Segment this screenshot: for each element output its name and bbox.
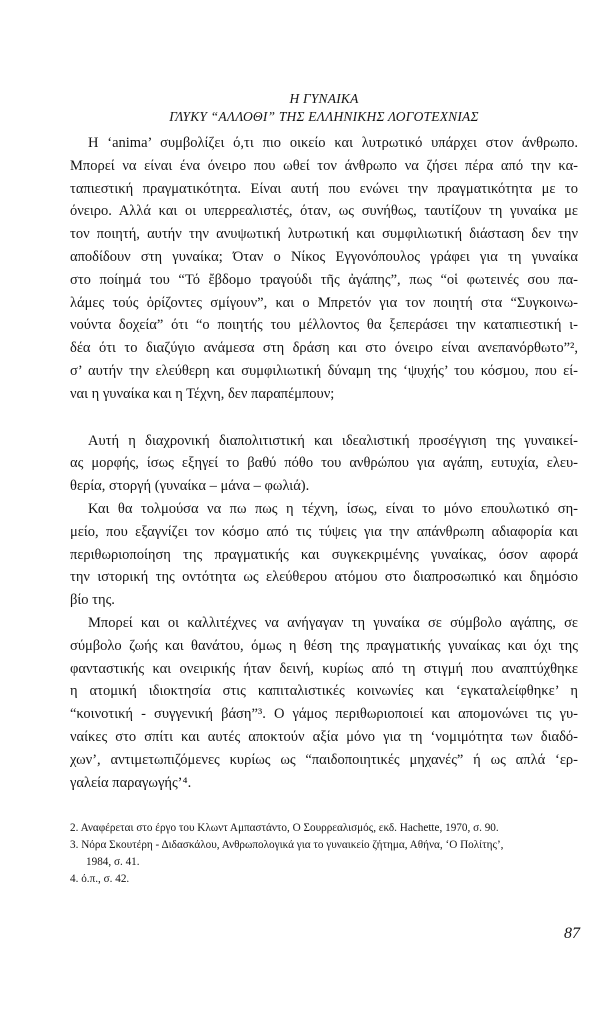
text-line: περιθωριοποίηση της πραγματικής και συγκεκριμένης γυναίκας, όσον αφορά	[70, 546, 578, 563]
paragraph-spacer	[70, 406, 578, 430]
text-line: Και θα τολμούσα να πω πως η τέχνη, ίσως, είναι το μόνο επουλωτικό ση-	[88, 500, 578, 517]
text-line: ναι η γυναίκα και η Τέχνη, δεν παραπέμπουν;	[70, 385, 335, 402]
paragraph-4	[70, 612, 578, 794]
text-line: βίο της.	[70, 592, 115, 609]
text-line: Μπορεί να είναι ένα όνειρο που ωθεί τον άνθρωπο να ζήσει πέρα από την κα-	[70, 157, 578, 174]
text-line: Μπορεί και οι καλλιτέχνες να ανήγαγαν τη γυναίκα σε σύμβολο αγάπης, σε	[88, 614, 578, 631]
footnote-2: 2. Αναφέρεται στο έργο του Κλωντ Αμπαστάντο, Ο Σουρρεαλισμός, εκδ. Hachette, 1970, σ. 90.	[70, 822, 499, 834]
text-line: Η ‘anima’ συμβολίζει ό,τι πιο οικείο και λυτρωτικό υπάρχει στον άνθρωπο.	[88, 135, 578, 151]
footnote-3-continuation: 1984, σ. 41.	[86, 856, 140, 868]
text-line: όνειρο. Αλλά και οι υπερρεαλιστές, όταν, ως συνήθως, ταυτίζουν τη γυναίκα με	[70, 203, 578, 220]
text-line: αποδίδουν στη γυναίκα; Όταν ο Νίκος Εγγονόπουλος γράφει για τη γυναίκα	[70, 248, 578, 265]
text-line: σ’ αυτήν την ελεύθερη και συμφιλιωτική δύναμη της ‘ψυχής’ του κόσμου, που εί-	[70, 362, 578, 379]
text-line: σύμβολο ζωής και θανάτου, όμως η θέση της πραγματικής γυναίκας και όχι της	[70, 637, 578, 654]
text-line: λάμες τούς ὁρίζοντες σμίγουν”, και ο Μπρετόν για τον ποιητή στα “Συγκοινω-	[70, 294, 578, 311]
paragraph-1	[70, 132, 578, 406]
text-line: την ιστορική της οντότητα ως ελεύθερου ατόμου στο διαπροσωπικό και δημόσιο	[70, 569, 578, 586]
footnote-4: 4. ό.π., σ. 42.	[70, 873, 130, 885]
text-line: η ατομική ιδιοκτησία στις καπιταλιστικές κοινωνίες και ‘εγκαταλείφθηκε’ η	[70, 683, 578, 700]
page-number: 87	[564, 925, 580, 942]
text-line: ταπιεστική πραγματικότητα. Είναι αυτή που ενώνει την πραγματικότητα με το	[70, 180, 578, 197]
text-line: ας μορφής, ίσως εξηγεί το βαθύ πόθο του ανθρώπου για αγάπη, ευτυχία, ελευ-	[70, 455, 578, 472]
text-line: τον ποιητή, αυτήν την ανυψωτική λυτρωτική και συμφιλιωτική διάσταση δεν την	[70, 226, 578, 243]
document-page	[70, 90, 578, 794]
text-line: Αυτή η διαχρονική διαπολιτιστική και ιδεαλιστική προσέγγιση της γυναικεί-	[88, 432, 578, 449]
text-line: ναίκες στο σπίτι και αυτές αποκτούν αξία μόνο για τη ‘νομιμότητα των διαδό-	[70, 728, 578, 745]
text-line: μείο, που εξαγνίζει τον κόσμο από τις τύψεις για την απάνθρωπη αδιαφορία και	[70, 523, 578, 540]
text-line: στο ποίημά του “Τό ἔβδομο τραγούδι τῆς ἀγάπης”, πως “οἱ φωτεινές σου πα-	[70, 271, 578, 288]
text-line: γαλεία παραγωγής’⁴.	[70, 774, 192, 791]
footnote-3: 3. Νόρα Σκουτέρη - Διδασκάλου, Ανθρωπολογικά για το γυναικείο ζήτημα, Αθήνα, ‘Ο Πολίτης’,	[70, 839, 504, 851]
paragraph-2	[70, 430, 578, 498]
text-line: χων’, αντιμετωπιζόμενες κυρίως ως “παιδοποιητικές μηχανές” ή ως απλά ‘ερ-	[70, 751, 578, 768]
text-line: δέα ότι το διαζύγιο ανάμεσα στη δράση και στο όνειρο είναι ανεπανόρθωτο”²,	[70, 340, 578, 357]
text-line: νούντα δοχεία” ότι “ο ποιητής του μέλλοντος θα ξεπεράσει την καταπιεστική ι-	[70, 317, 578, 334]
text-line: φανταστικής και ονειρικής ήταν δεινή, κυρίως από τη στιγμή που αναπτύχθηκε	[70, 660, 578, 677]
text-line: “κοινοτική - συγγενική βάση”³. Ο γάμος περιθωριοποιεί και απομονώνει τις γυ-	[70, 706, 578, 723]
paragraph-3	[70, 498, 578, 612]
body-text	[70, 132, 578, 794]
text-line: θερία, στοργή (γυναίκα – μάνα – φωλιά).	[70, 478, 310, 495]
chapter-title: Η ΓΥΝΑΙΚΑ	[289, 91, 359, 106]
footnotes	[70, 820, 578, 888]
chapter-subtitle: ΓΛΥΚΥ “ΑΛΛΟΘΙ” ΤΗΣ ΕΛΛΗΝΙΚΗΣ ΛΟΓΟΤΕΧΝΙΑΣ	[169, 109, 479, 124]
